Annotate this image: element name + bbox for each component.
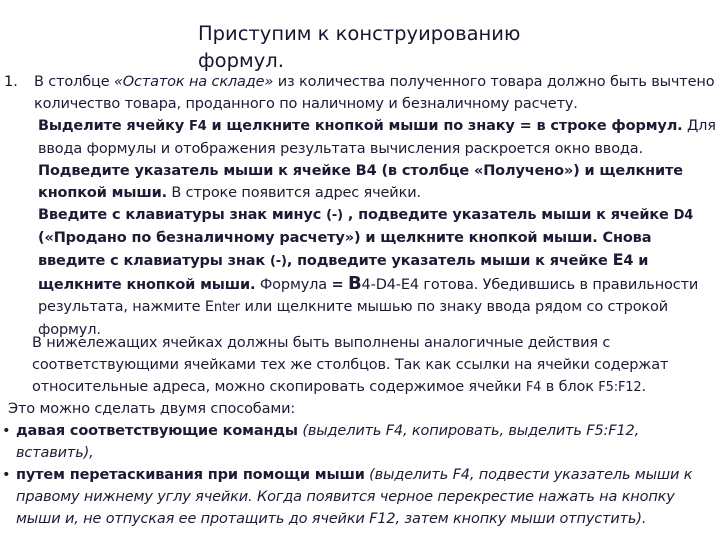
copy-methods xyxy=(2,398,718,530)
instruction-paragraph xyxy=(34,71,718,341)
method-commands: • давая соответствующие команды (выделить F4, копировать, выделить F5:F12, вставить), xyxy=(8,420,718,464)
methods-intro: Это можно сделать двумя способами: xyxy=(8,401,296,417)
bullet-icon: • xyxy=(2,467,11,483)
step-enter-formula: Введите с клавиатуры знак минус (-) , подведите указатель мыши к ячейке D4 («Продано по безналичному расчету») и щелкните кнопкой мыши. Снова введите с клавиатуры знак (-), подведите указатель мыши к ячейке E4 и щелкните кнопкой мыши. Формула = B4-D4-E4 готова. Убедившись в правильности результата, нажмите Enter или щелкните мышью по знаку ввода рядом со строкой формул. xyxy=(38,207,699,338)
list-number: 1. xyxy=(4,74,18,90)
method-drag: • путем перетаскивания при помощи мыши (выделить F4, подвести указатель мыши к правому нижнему углу ячейки. Когда появится черное перекрестие нажать на кнопку мыши и, не отпуская ее протащить до ячейки F12, затем кнопку мыши отпустить). xyxy=(8,464,718,530)
intro-sentence: В столбце «Остаток на складе» из количества полученного товара должно быть вычтено количество товара, проданного по наличному и безналичному расчету. xyxy=(34,74,715,112)
copy-explanation: В нижележащих ячейках должны быть выполнены аналогичные действия с соответствующими ячейками тех же столбцов. Так как ссылки на ячейки содержат относительные адреса, можно скопировать содержимое ячейки F4 в блок F5:F12. xyxy=(32,335,669,395)
slide-title: Приступим к конструированию формул. xyxy=(198,22,521,72)
step-select-cell: Выделите ячейку F4 и щелкните кнопкой мыши по знаку = в строке формул. Для ввода формулы и отображения результата вычисления раскроется окно ввода.Подведите указатель мыши к ячейке B4 (в столбце «Получено») и щелкните кнопкой мыши. В строке появится адрес ячейки. xyxy=(38,118,716,201)
bullet-icon: • xyxy=(2,423,11,439)
